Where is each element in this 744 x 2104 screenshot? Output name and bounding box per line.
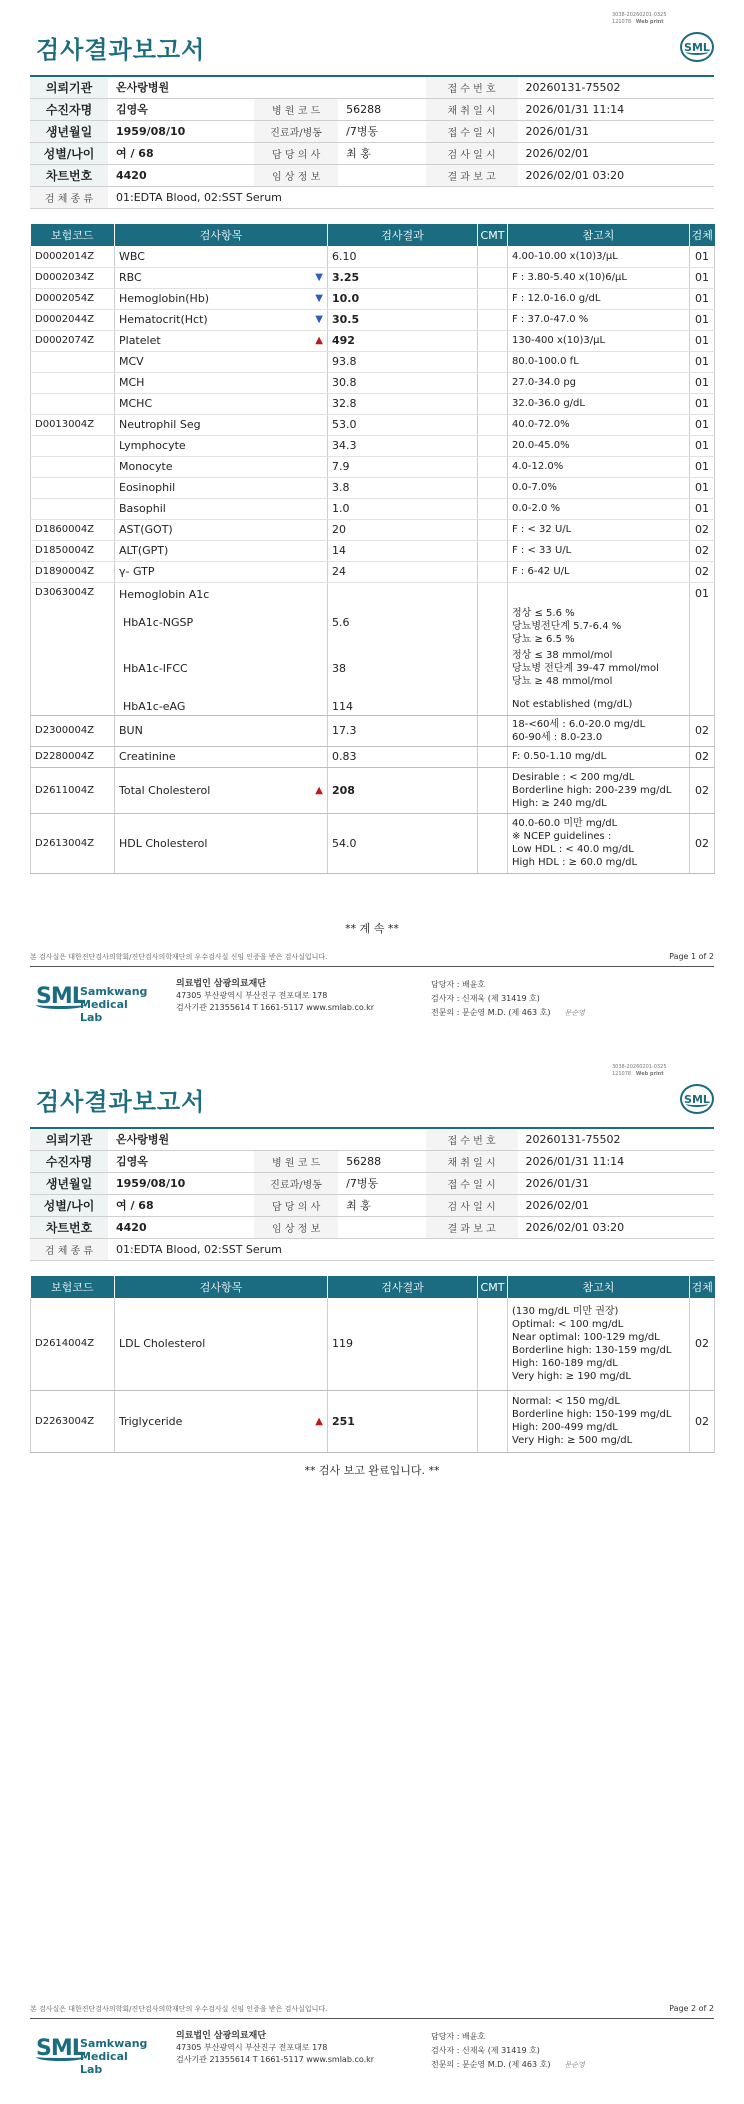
table-row-hba1c: D3063004Z Hemoglobin A1c HbA1c-NGSP HbA1c-IFCC HbA1c-eAG 5.6 38 114 정상 ≤ 5.6 % 당뇨병전단계 5.7-6.4 % 당뇨 ≥ 6.5 % 정상 ≤ 38 mmol/mol 당뇨병 전단계 39-47 mmol/mol 당뇨 ≥ 48 mmol/mol Not established (mg/dL) 01 [31,582,715,715]
lab-address: 의료법인 삼광의료재단 47305 부산광역시 부산진구 전포대로 178 검사기관 21355614 T 1661-5117 www.smlab.co.kr [176,2031,375,2064]
col-spec: 검체 [690,1276,715,1298]
col-ref: 참고치 [508,224,690,246]
results-table [30,1276,715,1453]
col-ref: 참고치 [508,1276,690,1298]
low-flag-icon: ▼ [315,272,323,283]
table-row-ldl: D2614004Z LDL Cholesterol 119 (130 mg/dL 미만 권장) Optimal: < 100 mg/dL Near optimal: 100-129 mg/dL Borderline high: 130-159 mg/dL High: 160-189 mg/dL Very high: ≥ 190 mg/dL 02 [31,1298,715,1390]
print-code: 3038-20260201-0325 121078 Web print [612,1064,667,1077]
high-flag-icon: ▲ [315,335,323,346]
table-row: D0013004Z Neutrophil Seg 53.0 40.0-72.0% 01 [31,414,715,435]
table-row: D0002054Z Hemoglobin(Hb) ▼ 10.0 F : 12.0-16.0 g/dL 01 [31,288,715,309]
table-row: Monocyte 7.9 4.0-12.0% 01 [31,456,715,477]
patient-info-table: 의뢰기관 온사랑병원 접 수 번 호 20260131-75502 수진자명 김영옥 병 원 코 드 56288 채 취 일 시 2026/01/31 11:14 생년월일 1959/08/10 진료과/병동 /7병동 접 수 일 시 2026/01/31 성별/나이 여 / 68 담 당 의 사 최 홍 검 사 일 시 2026/02/01 차트번호 4420 임 상 정 보 결 과 보 고 2026/02/01 03:20 검 체 종 류 01:EDTA Blood, 02:SST Serum [30,75,714,209]
sml-logo-icon: SML [680,32,714,62]
table-row: MCH 30.8 27.0-34.0 pg 01 [31,372,715,393]
lab-staff: 담당자 : 배윤호 검사자 : 신재욱 (제 31419 호) 전문의 : 문순영 M.D. (제 463 호) 문순영 [431,980,585,1017]
print-code: 3038-20260201-0325 121078 Web print [612,12,667,25]
results-table [30,224,715,874]
table-row: Lymphocyte 34.3 20.0-45.0% 01 [31,435,715,456]
table-row-hdl: D2613004Z HDL Cholesterol 54.0 40.0-60.0 미만 mg/dL ※ NCEP guidelines : Low HDL : < 40.0 mg/dL High HDL : ≥ 60.0 mg/dL 02 [31,813,715,873]
low-flag-icon: ▼ [315,293,323,304]
continued-note: ** 계 속 ** [345,922,399,935]
page-number: Page 1 of 2 [669,952,714,961]
table-row: D1890004Z γ- GTP 24 F : 6-42 U/L 02 [31,561,715,582]
col-spec: 검체 [690,224,715,246]
table-row-creatinine: D2280004Z Creatinine 0.83 F: 0.50-1.10 mg/dL 02 [31,746,715,767]
table-row: D0002044Z Hematocrit(Hct) ▼ 30.5 F : 37.0-47.0 % 01 [31,309,715,330]
high-flag-icon: ▲ [315,1415,323,1427]
table-row: Eosinophil 3.8 0.0-7.0% 01 [31,477,715,498]
table-row: D0002034Z RBC ▼ 3.25 F : 3.80-5.40 x(10)6/μL 01 [31,267,715,288]
samkwang-logo-icon: SML Samkwang Medical Lab [36,984,148,1024]
table-row: D1850004Z ALT(GPT) 14 F : < 33 U/L 02 [31,540,715,561]
high-flag-icon: ▲ [315,784,323,796]
report-title: 검사결과보고서 [36,1088,206,1116]
table-row-bun: D2300004Z BUN 17.3 18-<60세 : 6.0-20.0 mg/dL 60-90세 : 8.0-23.0 02 [31,715,715,746]
col-item: 검사항목 [115,224,328,246]
lab-address: 의료법인 삼광의료재단 47305 부산광역시 부산진구 전포대로 178 검사기관 21355614 T 1661-5117 www.smlab.co.kr [176,979,375,1012]
report-title: 검사결과보고서 [36,36,206,64]
col-cmt: CMT [478,1276,508,1298]
col-result: 검사결과 [328,1276,478,1298]
patient-info-table: 의뢰기관 온사랑병원 접 수 번 호 20260131-75502 수진자명 김영옥 병 원 코 드 56288 채 취 일 시 2026/01/31 11:14 생년월일 1959/08/10 진료과/병동 /7병동 접 수 일 시 2026/01/31 성별/나이 여 / 68 담 당 의 사 최 홍 검 사 일 시 2026/02/01 차트번호 4420 임 상 정 보 결 과 보 고 2026/02/01 03:20 검 체 종 류 01:EDTA Blood, 02:SST Serum [30,1127,714,1261]
lab-staff: 담당자 : 배윤호 검사자 : 신재욱 (제 31419 호) 전문의 : 문순영 M.D. (제 463 호) 문순영 [431,2032,585,2069]
table-row: D1860004Z AST(GOT) 20 F : < 32 U/L 02 [31,519,715,540]
table-row: D0002014Z WBC 6.10 4.00-10.00 x(10)3/μL 01 [31,246,715,267]
table-row: D0002074Z Platelet ▲ 492 130-400 x(10)3/μL 01 [31,330,715,351]
accreditation-notice: 본 검사실은 대한진단검사의학회/진단검사의학재단의 우수검사실 신임 인증을 받은 검사실입니다. Page 1 of 2 [30,952,714,967]
table-row-triglyceride: D2263004Z Triglyceride ▲ 251 Normal: < 150 mg/dL Borderline high: 150-199 mg/dL High: 200-499 mg/dL Very High: ≥ 500 mg/dL 02 [31,1390,715,1452]
sml-logo-icon: SML [680,1084,714,1114]
footer [36,978,716,1028]
col-item: 검사항목 [115,1276,328,1298]
samkwang-logo-icon: SML Samkwang Medical Lab [36,2036,148,2076]
table-row: MCV 93.8 80.0-100.0 fL 01 [31,351,715,372]
report-complete-note: ** 검사 보고 완료입니다. ** [304,1464,440,1477]
accreditation-notice: 본 검사실은 대한진단검사의학회/진단검사의학재단의 우수검사실 신임 인증을 받은 검사실입니다. Page 2 of 2 [30,2004,714,2019]
signature: 문순영 [564,2061,585,2069]
signature: 문순영 [564,1009,585,1017]
col-code: 보험코드 [31,1276,115,1298]
low-flag-icon: ▼ [315,314,323,325]
report-page-2 [0,1052,744,2104]
col-cmt: CMT [478,224,508,246]
table-row: Basophil 1.0 0.0-2.0 % 01 [31,498,715,519]
col-code: 보험코드 [31,224,115,246]
table-row-total-cholesterol: D2611004Z Total Cholesterol ▲ 208 Desirable : < 200 mg/dL Borderline high: 200-239 mg/dL High: ≥ 240 mg/dL 02 [31,767,715,813]
table-row: MCHC 32.8 32.0-36.0 g/dL 01 [31,393,715,414]
page-number: Page 2 of 2 [669,2004,714,2013]
footer [36,2030,716,2080]
col-result: 검사결과 [328,224,478,246]
